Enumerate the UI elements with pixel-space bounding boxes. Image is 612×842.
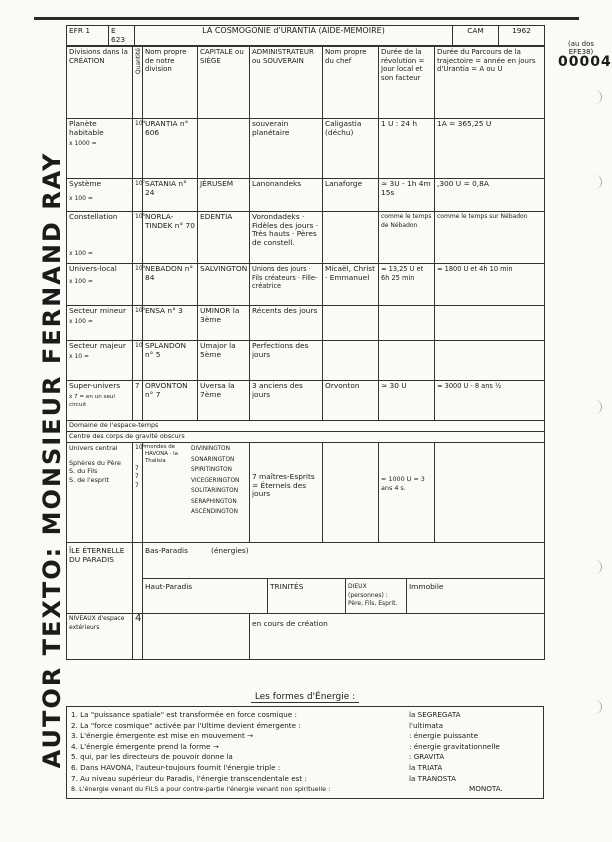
levels-row [67, 614, 545, 660]
row-name: NEBADON n° 84 [143, 264, 198, 306]
havona-admin: 7 maîtres-Esprits = Éternels des jours [250, 443, 323, 543]
list-item: 5. qui, par les directeurs de pouvoir donne la : GRAVITA [71, 752, 445, 762]
row-multiplier: x 10 = [69, 352, 90, 360]
list-item: 3. L'énergie émergente est mise en mouvement → : énergie puissante [71, 731, 479, 741]
row-day: ≃ 3U - 1h 4m 15s [379, 179, 435, 212]
row-capital: Uversa la 7ème [198, 381, 250, 421]
row-day [379, 341, 435, 381]
havona-central: Univers central [69, 444, 118, 453]
row-admin: Récents des jours [250, 306, 323, 341]
row-chief [323, 212, 379, 264]
margin-mark [581, 175, 602, 189]
row-name: ENSA n° 3 [143, 306, 198, 341]
havona-qty: 7 [135, 464, 139, 472]
row-division: Constellation [69, 212, 118, 222]
row-multiplier: x 1000 = [69, 140, 97, 148]
header-table [66, 25, 545, 46]
row-multiplier: x 100 = [69, 277, 93, 285]
row-multiplier: x 7 = en un seul circuit [69, 393, 115, 409]
paradise-lower: Bas-Paradis [145, 546, 188, 556]
levels-label: NIVEAUX d'espace extérieurs [67, 614, 133, 660]
table-row [67, 381, 545, 421]
row-chief: Lanaforge [323, 179, 379, 212]
row-quantity: 10³ [133, 306, 143, 341]
havona-spheres: DIVININGTON SONARINGTON SPIRITINGTON VICEGERINGTON SOLITARINGTON SERAPHINGTON ASCENDINGTON [191, 446, 240, 516]
corner-note-line2: EFE38) [568, 48, 594, 56]
row-name: URANTIA n° 606 [143, 119, 198, 179]
col-year: Durée du Parcours de la trajectoire = année en jours d'Urantia = A ou U [435, 47, 545, 119]
energy-forms [66, 692, 544, 799]
table-row [67, 119, 545, 179]
row-name: SPLANDON n° 5 [143, 341, 198, 381]
row-quantity: 10⁵ [133, 212, 143, 264]
row-year [435, 341, 545, 381]
levels-quantity: 4 [133, 614, 143, 660]
document-code: 00004 [558, 54, 612, 70]
row-year: comme le temps sur Nébadon [435, 212, 545, 264]
havona-qty: 7 [135, 473, 139, 481]
table-row [67, 212, 545, 264]
row-quantity: 10³ [133, 264, 143, 306]
havona-caption: Centre des corps de gravité obscurs [67, 432, 545, 443]
row-year: ≃ 3000 U - 8 ans ½ [435, 381, 545, 421]
row-division: Planète habitable [69, 119, 104, 137]
list-item: 6. Dans HAVONA, l'auteur-toujours fournit l'énergie triple : la TRIATA [71, 762, 443, 772]
row-chief: Caligastia (déchu) [323, 119, 379, 179]
col-chief: Nom propre du chef [323, 47, 379, 119]
havona-row [67, 443, 545, 543]
row-quantity: 10⁷ [133, 179, 143, 212]
top-rule [34, 17, 579, 20]
row-chief [323, 341, 379, 381]
corner-note-line1: (au dos [567, 40, 595, 48]
row-chief: Orvonton [323, 381, 379, 421]
row-capital [198, 119, 250, 179]
havona-qty: 10⁹ [135, 444, 146, 452]
row-admin: Unions des jours · Fils créateurs · Fille-créatrice [250, 264, 323, 306]
paradise-trinities: TRINITÉS [267, 579, 345, 613]
havona-father: Sphères du Père [69, 458, 121, 467]
paradise-state: Immobile [406, 579, 544, 613]
domain-caption-row [67, 421, 545, 432]
paradise-row [67, 543, 545, 614]
havona-qty: 7 [135, 481, 139, 489]
energy-title: Les formes d'Énergie : [66, 692, 544, 702]
row-admin: Lanonandeks [250, 179, 323, 212]
paradise-upper: Haut-Paradis [145, 582, 193, 592]
row-multiplier: x 100 = [69, 194, 93, 202]
row-division: Secteur majeur [69, 341, 126, 351]
row-day: comme le temps de Nébadon [379, 212, 435, 264]
row-name: SATANIA n° 24 [143, 179, 198, 212]
table-row [67, 341, 545, 381]
paradise-energies: (énergies) [211, 546, 249, 556]
row-admin: 3 anciens des jours [250, 381, 323, 421]
row-multiplier: x 100 = [69, 317, 93, 325]
row-chief [323, 306, 379, 341]
margin-mark [581, 400, 602, 414]
margin-mark [581, 560, 602, 574]
row-capital: SALVINGTON [198, 264, 250, 306]
table-row [67, 179, 545, 212]
havona-caption-row [67, 432, 545, 443]
row-year: ≃ 1800 U et 4h 10 min [435, 264, 545, 306]
havona-day: ≃ 1000 U = 3 ans 4 s. [379, 443, 435, 543]
initials: CAM [453, 26, 499, 46]
side-note-text: AUTOR TEXTO: MONSIEUR FERNAND RAY [38, 151, 66, 769]
row-capital: EDENTIA [198, 212, 250, 264]
list-item: 4. L'énergie émergente prend la forme → : énergie gravitationnelle [71, 741, 500, 751]
row-quantity: 10 [133, 341, 143, 381]
row-capital: UMINOR la 3ème [198, 306, 250, 341]
col-day: Durée de la révolution = Jour local et son facteur [379, 47, 435, 119]
list-item: 7. Au niveau supérieur du Paradis, l'énergie transcendentale est : la TRANOSTA [71, 773, 457, 783]
year: 1962 [499, 26, 545, 46]
row-day: ≃ 30 U [379, 381, 435, 421]
row-capital: JÉRUSEM [198, 179, 250, 212]
cosmogony-sheet [66, 25, 544, 660]
havona-name: mondes de HAVONA · la Thalisia [145, 444, 178, 465]
row-day: 1 U : 24 h [379, 119, 435, 179]
list-item: 1. La "puissance spatiale" est transformée en force cosmique : la SEGREGATA [71, 710, 461, 719]
row-quantity: 10⁴ [133, 119, 143, 179]
column-header-row [67, 47, 545, 119]
row-name: ORVONTON n° 7 [143, 381, 198, 421]
ref1: EFR 1 [67, 26, 109, 46]
havona-spirit: S. de l'esprit [69, 475, 109, 484]
row-capital: Umajor la 5ème [198, 341, 250, 381]
document-title: LA COSMOGONIE d'URANTIA (AIDE-MEMOIRE) [135, 26, 453, 46]
row-division: Univers-local [69, 264, 117, 274]
list-item: 2. La "force cosmique" activée par l'Ultime devient émergente : l'ultimata [71, 720, 443, 730]
row-admin: Vorondadeks · Fidèles des jours · Très hauts · Pères de constell. [250, 212, 323, 264]
row-day: ≃ 13,25 U et 6h 25 min [379, 264, 435, 306]
table-row [67, 264, 545, 306]
levels-status: en cours de création [250, 614, 545, 660]
havona-son: S. du Fils [69, 467, 98, 476]
list-item: 8. L'énergie venant du FILS a pour contre-partie l'énergie venant non spirituelle : MONOTA. [71, 784, 503, 794]
corner-note [558, 40, 612, 70]
row-day [379, 306, 435, 341]
domain-caption: Domaine de l'espace-temps [67, 421, 545, 432]
margin-mark [581, 700, 602, 714]
ref2: E 623 [109, 26, 135, 46]
row-division: Système [69, 179, 102, 189]
row-quantity: 7 [133, 381, 143, 421]
paradise-gods: DIEUX (personnes) : Père, Fils, Esprit. [345, 579, 406, 613]
row-division: Super-univers [69, 381, 121, 391]
col-quantity: Quantité [133, 47, 143, 119]
row-year: 1A = 365,25 U [435, 119, 545, 179]
row-name: NORLA-TINDEK n° 70 [143, 212, 198, 264]
row-chief: Micaël, Christ · Emmanuel [323, 264, 379, 306]
col-capital: CAPITALE ou SIÈGE [198, 47, 250, 119]
cosmogony-table [66, 46, 545, 660]
margin-mark [581, 90, 602, 104]
table-row [67, 306, 545, 341]
row-division: Secteur mineur [69, 306, 127, 316]
row-year [435, 306, 545, 341]
row-multiplier: x 100 = [69, 249, 93, 257]
row-admin: Perfections des jours [250, 341, 323, 381]
row-year: ,300 U = 0,8A [435, 179, 545, 212]
col-admin: ADMINISTRATEUR ou SOUVERAIN [250, 47, 323, 119]
col-name: Nom propre de notre division [143, 47, 198, 119]
col-division: Divisions dans la CRÉATION [67, 47, 133, 119]
paradise-label: ÎLE ÉTERNELLE DU PARADIS [67, 543, 133, 614]
energy-list [66, 706, 544, 799]
row-admin: souverain planétaire [250, 119, 323, 179]
